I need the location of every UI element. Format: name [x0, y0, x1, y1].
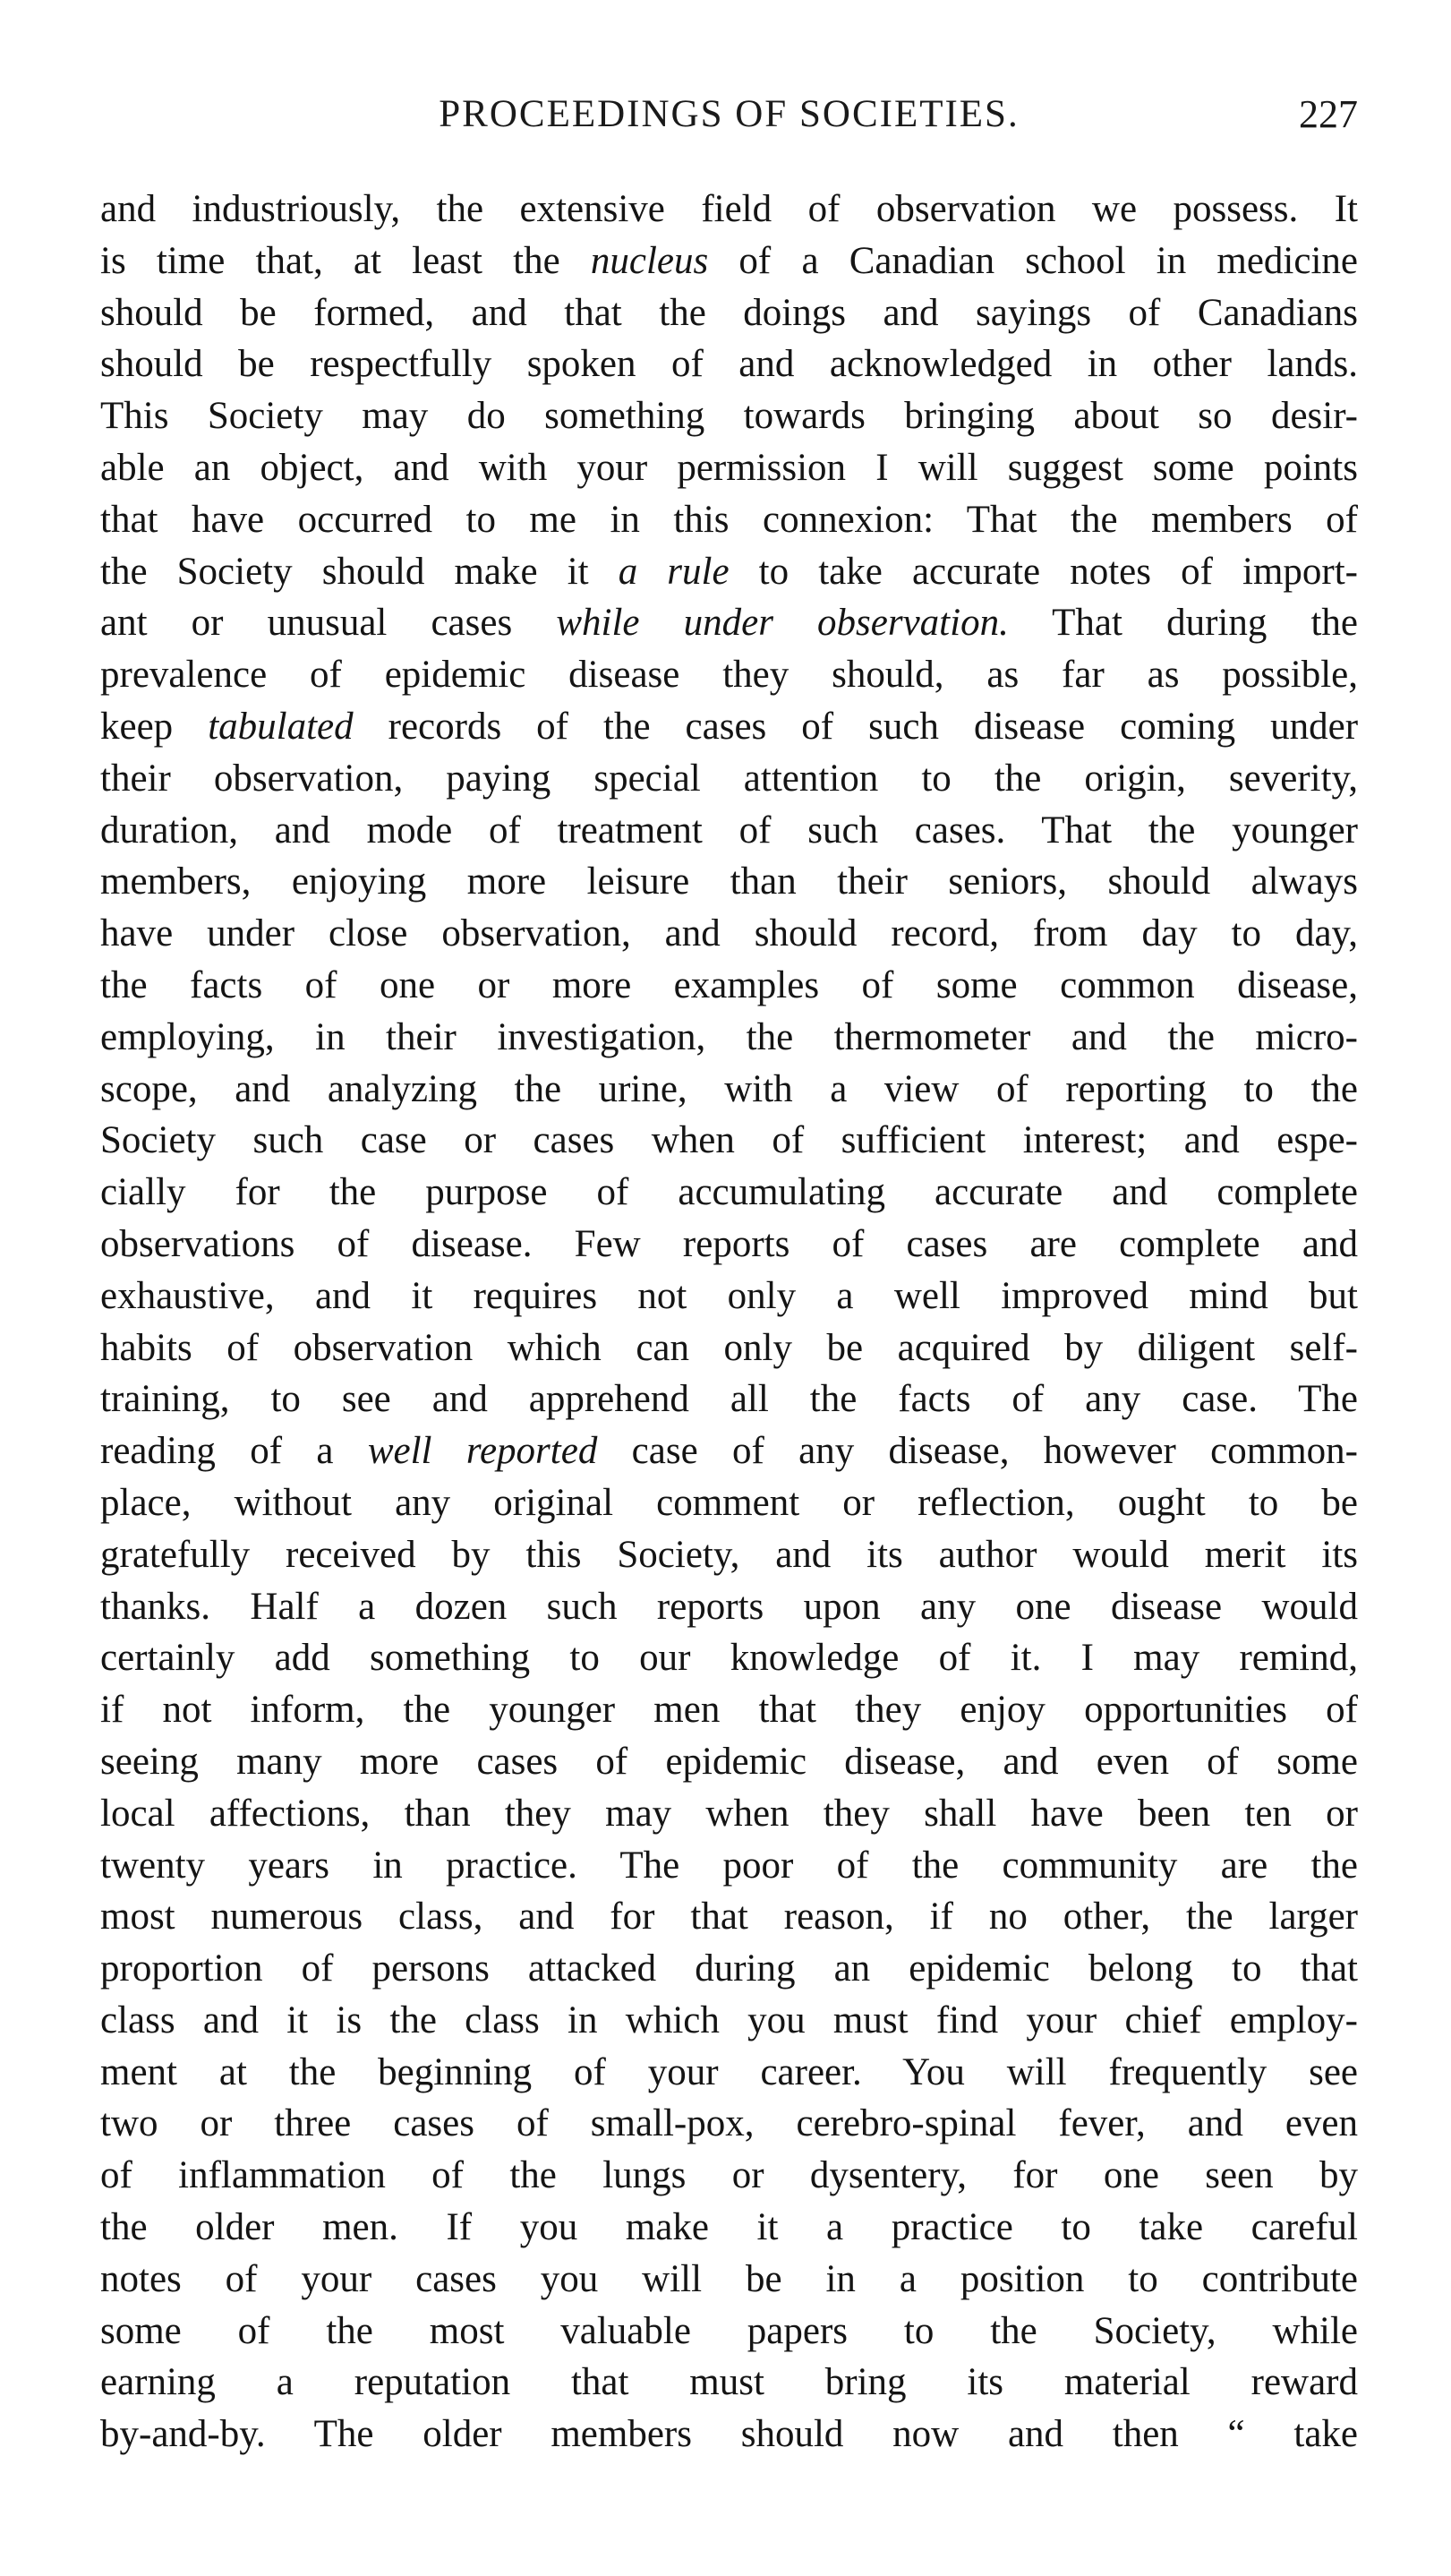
text-line: class and it is the class in which you must find your chief employ-	[100, 1998, 1358, 2041]
italic-phrase: while under observation.	[556, 602, 1009, 645]
text-line: the Society should make it a rule to take accurate notes of import-	[100, 550, 1358, 593]
running-head	[100, 88, 1358, 141]
text-line: scope, and analyzing the urine, with a view of reporting to the	[100, 1067, 1358, 1110]
text-line: place, without any original comment or reflection, ought to be	[100, 1481, 1358, 1524]
text-line: earning a reputation that must bring its material reward	[100, 2361, 1358, 2404]
text-line: keep tabulated records of the cases of such disease coming under	[100, 705, 1358, 748]
italic-phrase: tabulated	[208, 705, 354, 748]
text-line: gratefully received by this Society, and its author would merit its	[100, 1533, 1358, 1576]
text-line: thanks. Half a dozen such reports upon any one disease would	[100, 1585, 1358, 1628]
text-line: members, enjoying more leisure than their seniors, should always	[100, 860, 1358, 903]
text-line: cially for the purpose of accumulating accurate and complete	[100, 1171, 1358, 1214]
text-line: have under close observation, and should record, from day to day,	[100, 912, 1358, 955]
text-line: some of the most valuable papers to the Society, while	[100, 2309, 1358, 2352]
text-line: should be formed, and that the doings and sayings of Canadians	[100, 291, 1358, 334]
running-title: PROCEEDINGS OF SOCIETIES.	[439, 93, 1020, 135]
text-line: should be respectfully spoken of and acknowledged in other lands.	[100, 343, 1358, 386]
text-line: observations of disease. Few reports of cases are complete and	[100, 1222, 1358, 1265]
text-line: most numerous class, and for that reason, if no other, the larger	[100, 1896, 1358, 1938]
text-line: able an object, and with your permission I will suggest some points	[100, 446, 1358, 489]
text-line: two or three cases of small-pox, cerebro-spinal fever, and even	[100, 2102, 1358, 2145]
text-line: exhaustive, and it requires not only a well improved mind but	[100, 1274, 1358, 1317]
text-line: local affections, than they may when they shall have been ten or	[100, 1792, 1358, 1835]
text-line: employing, in their investigation, the thermometer and the micro-	[100, 1015, 1358, 1058]
text-line: twenty years in practice. The poor of the community are the	[100, 1844, 1358, 1887]
text-line: training, to see and apprehend all the facts of any case. The	[100, 1378, 1358, 1421]
text-line: is time that, at least the nucleus of a Canadian school in medicine	[100, 239, 1358, 282]
text-line: that have occurred to me in this connexion: That the members of	[100, 498, 1358, 541]
text-line: ant or unusual cases while under observation. That during the	[100, 602, 1358, 645]
text-line: seeing many more cases of epidemic disease, and even of some	[100, 1740, 1358, 1783]
text-line: This Society may do something towards bringing about so desir-	[100, 395, 1358, 438]
text-line: Society such case or cases when of sufficient interest; and espe-	[100, 1119, 1358, 1162]
text-line: certainly add something to our knowledge of it. I may remind,	[100, 1637, 1358, 1680]
text-line: notes of your cases you will be in a position to contribute	[100, 2257, 1358, 2300]
text-line: ment at the beginning of your career. You will frequently see	[100, 2050, 1358, 2093]
page-number: 227	[1299, 92, 1358, 136]
text-line: by-and-by. The older members should now and then “ take	[100, 2413, 1358, 2456]
italic-phrase: well reported	[367, 1430, 598, 1473]
text-line: the facts of one or more examples of some common disease,	[100, 963, 1358, 1006]
text-line: of inflammation of the lungs or dysentery, for one seen by	[100, 2154, 1358, 2197]
text-line: prevalence of epidemic disease they should, as far as possible,	[100, 654, 1358, 697]
text-line: if not inform, the younger men that they enjoy opportunities of	[100, 1689, 1358, 1732]
body-text	[100, 184, 1358, 2460]
text-line: reading of a well reported case of any disease, however common-	[100, 1430, 1358, 1473]
text-line: the older men. If you make it a practice to take careful	[100, 2206, 1358, 2249]
text-line: and industriously, the extensive field of observation we possess. It	[100, 188, 1358, 230]
text-line: duration, and mode of treatment of such cases. That the younger	[100, 809, 1358, 852]
text-line: proportion of persons attacked during an epidemic belong to that	[100, 1947, 1358, 1990]
text-line: their observation, paying special attention to the origin, severity,	[100, 757, 1358, 800]
italic-phrase: nucleus	[590, 239, 709, 282]
text-line: habits of observation which can only be acquired by diligent self-	[100, 1326, 1358, 1369]
italic-phrase: a rule	[618, 550, 730, 593]
